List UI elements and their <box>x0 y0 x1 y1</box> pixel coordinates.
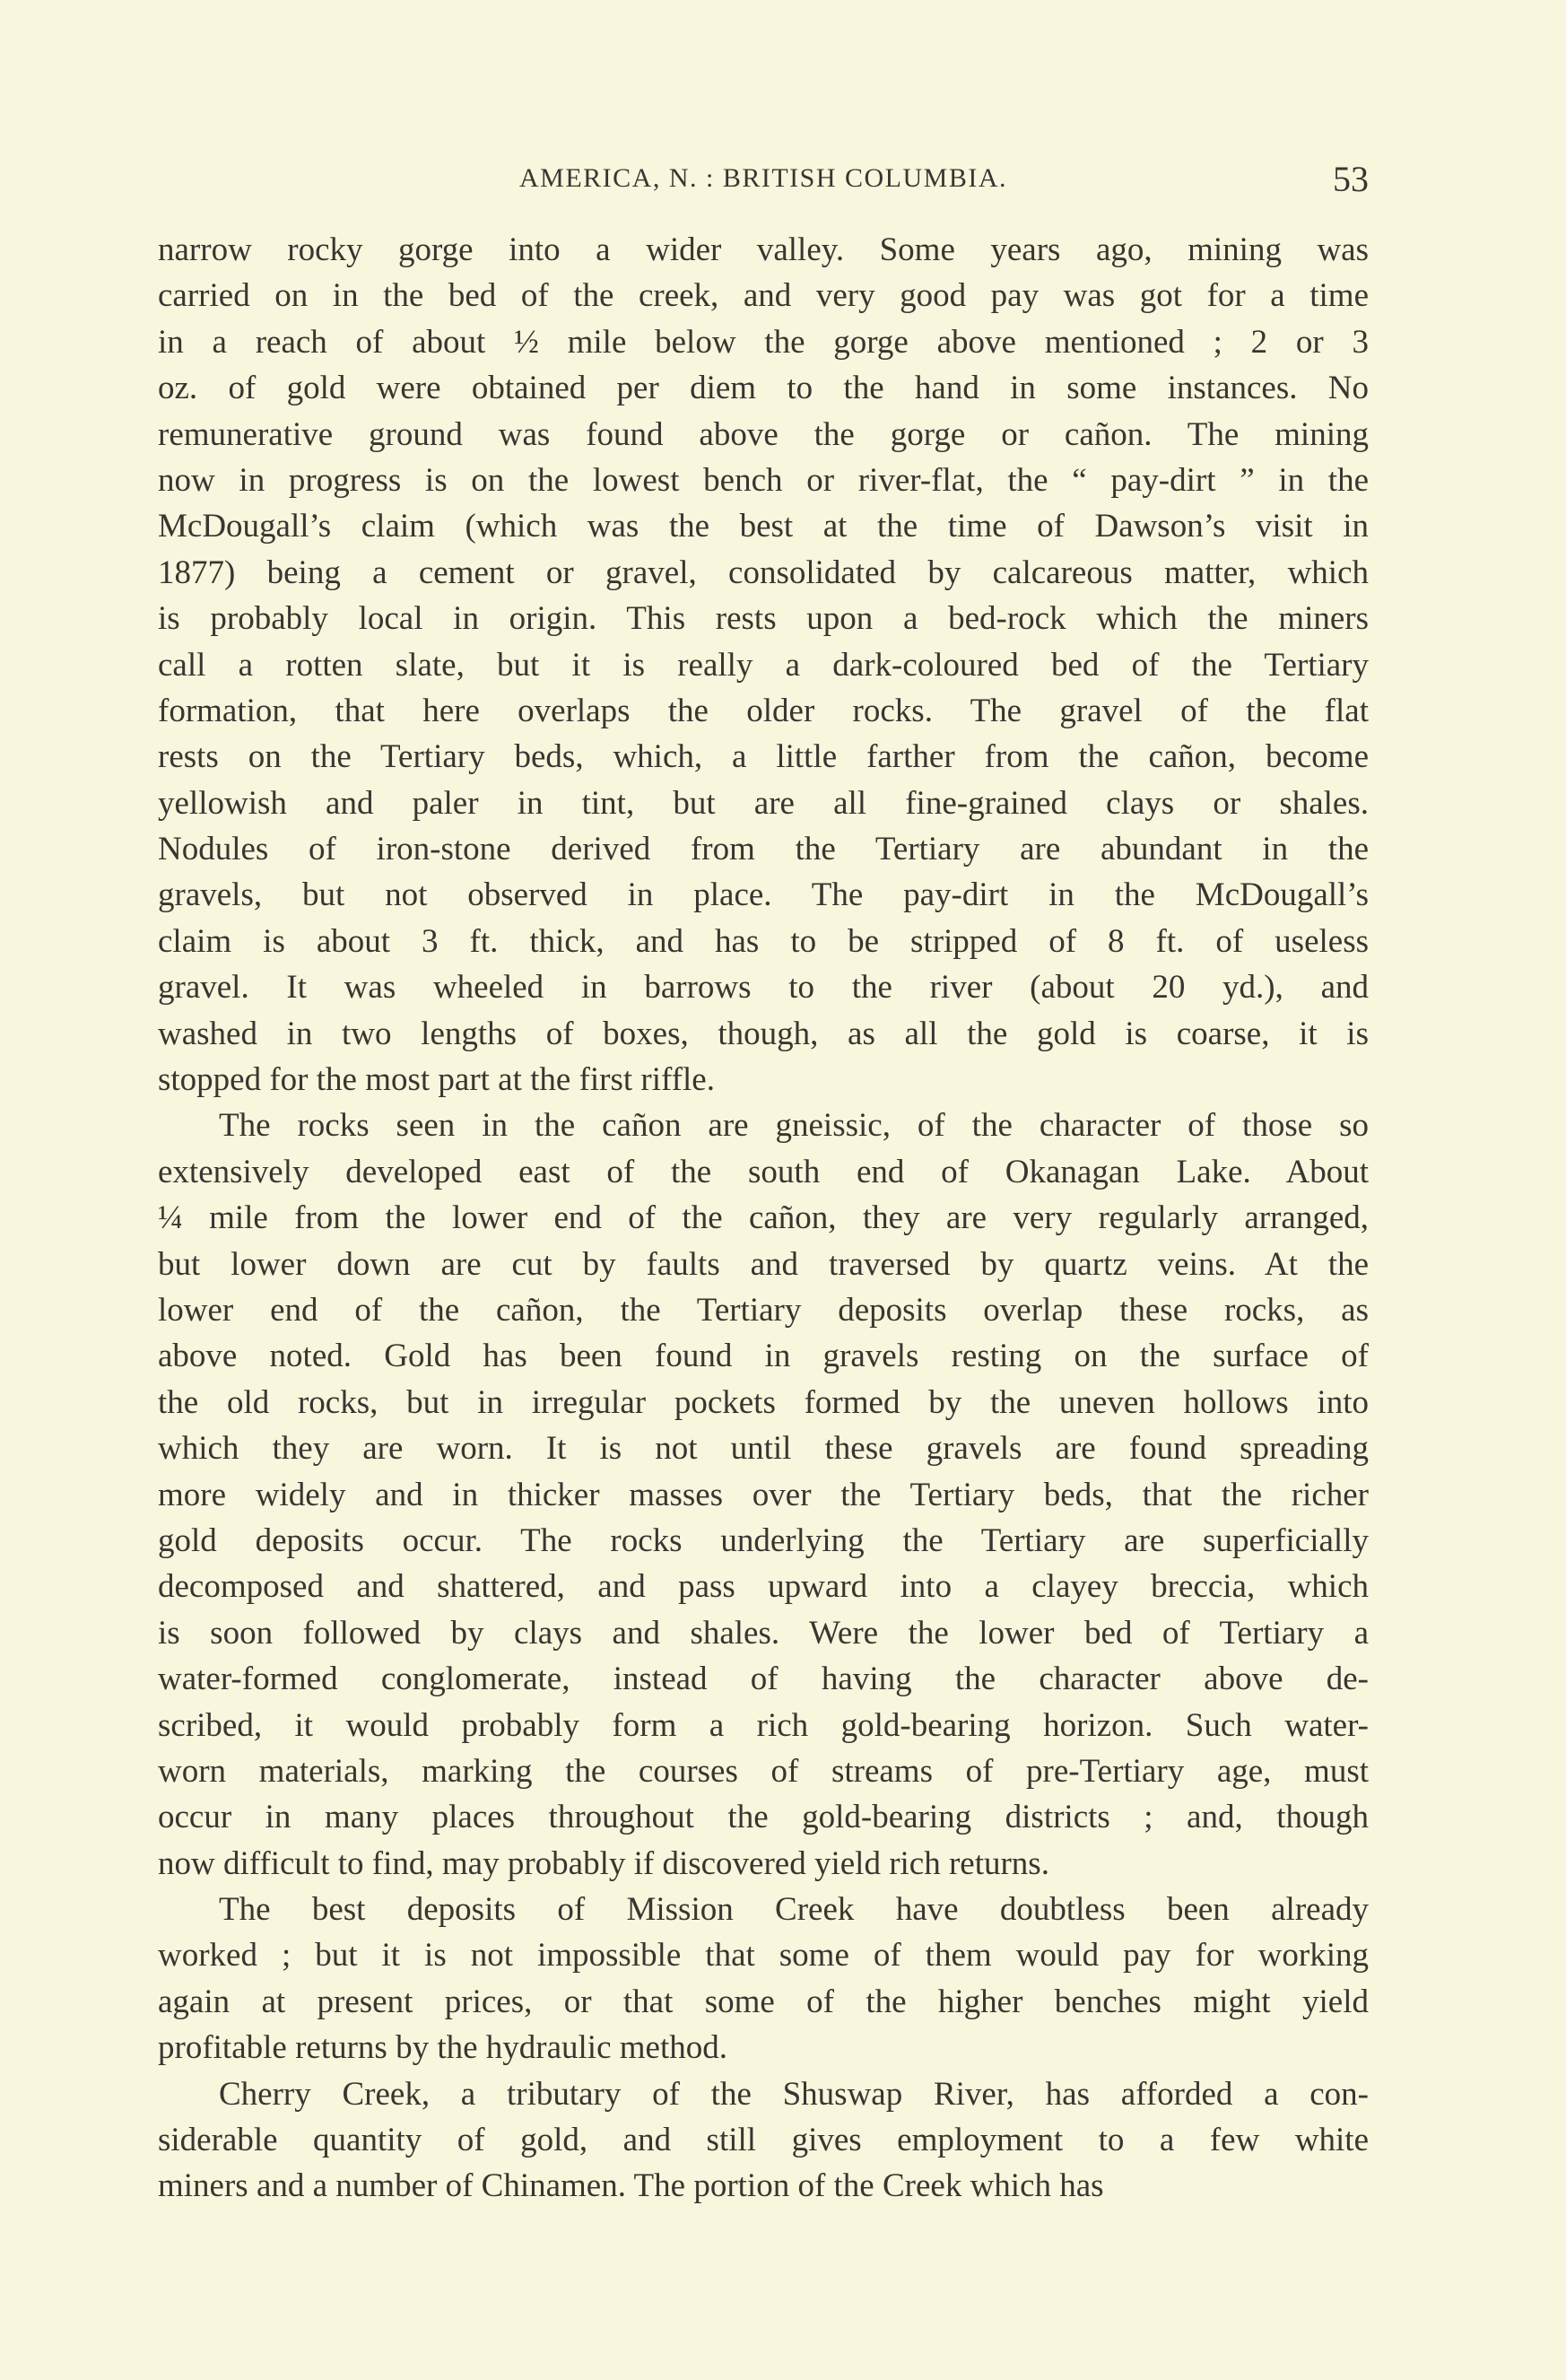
text-line: washed in two lengths of boxes, though, as all the gold is coarse, it is <box>158 1015 1369 1052</box>
text-line: decomposed and shattered, and pass upward into a clayey breccia, which <box>158 1568 1369 1606</box>
text-line: miners and a number of Chinamen. The portion of the Creek which has <box>158 2167 1104 2205</box>
text-line: narrow rocky gorge into a wider valley. Some years ago, mining was <box>158 231 1369 268</box>
text-line: worked ; but it is not impossible that some of them would pay for working <box>158 1937 1369 1975</box>
text-line: now difficult to find, may probably if discovered yield rich returns. <box>158 1844 1049 1882</box>
text-line: remunerative ground was found above the gorge or cañon. The mining <box>158 415 1369 453</box>
paragraph <box>158 1103 1369 1887</box>
text-line: yellowish and paler in tint, but are all fine-grained clays or shales. <box>158 784 1369 822</box>
paragraph <box>158 227 1369 1103</box>
body-text <box>158 227 1369 2210</box>
text-line: 1877) being a cement or gravel, consolidated by calcareous matter, which <box>158 554 1369 591</box>
text-line: now in progress is on the lowest bench or river-flat, the “ pay-dirt ” in the <box>158 461 1369 499</box>
text-line: lower end of the cañon, the Tertiary deposits overlap these rocks, as <box>158 1291 1369 1329</box>
text-line: gravels, but not observed in place. The pay-dirt in the McDougall’s <box>158 876 1369 914</box>
text-line: carried on in the bed of the creek, and very good pay was got for a time <box>158 277 1369 315</box>
text-line: which they are worn. It is not until these gravels are found spreading <box>158 1430 1369 1468</box>
paragraph <box>158 2071 1369 2210</box>
text-line: McDougall’s claim (which was the best at the time of Dawson’s visit in <box>158 508 1369 545</box>
text-line: is probably local in origin. This rests upon a bed-rock which the miners <box>158 600 1369 638</box>
text-line: siderable quantity of gold, and still gives employment to a few white <box>158 2122 1369 2159</box>
text-line: the old rocks, but in irregular pockets formed by the uneven hollows into <box>158 1383 1369 1421</box>
text-line: in a reach of about ½ mile below the gorge above mentioned ; 2 or 3 <box>158 323 1369 361</box>
text-line: Nodules of iron-stone derived from the Tertiary are abundant in the <box>158 831 1369 868</box>
page-header <box>158 158 1369 203</box>
text-line: The best deposits of Mission Creek have doubtless been already <box>219 1891 1369 1929</box>
text-line: gravel. It was wheeled in barrows to the river (about 20 yd.), and <box>158 969 1369 1007</box>
text-line: profitable returns by the hydraulic method. <box>158 2029 727 2067</box>
text-line: The rocks seen in the cañon are gneissic, of the character of those so <box>219 1107 1369 1145</box>
text-line: oz. of gold were obtained per diem to the hand in some instances. No <box>158 370 1369 407</box>
text-line: again at present prices, or that some of the higher benches might yield <box>158 1983 1369 2020</box>
running-title: AMERICA, N. : BRITISH COLUMBIA. <box>518 163 1008 193</box>
text-line: is soon followed by clays and shales. Were the lower bed of Tertiary a <box>158 1614 1369 1652</box>
text-line: rests on the Tertiary beds, which, a little farther from the cañon, become <box>158 738 1369 776</box>
text-line: extensively developed east of the south end of Okanagan Lake. About <box>158 1153 1369 1190</box>
text-line: stopped for the most part at the first riffle. <box>158 1061 715 1099</box>
text-line: occur in many places throughout the gold-bearing districts ; and, though <box>158 1799 1369 1836</box>
page-number: 53 <box>1333 159 1369 199</box>
text-line: water-formed conglomerate, instead of having the character above de- <box>158 1661 1369 1698</box>
text-line: more widely and in thicker masses over the Tertiary beds, that the richer <box>158 1476 1369 1513</box>
text-line: above noted. Gold has been found in gravels resting on the surface of <box>158 1338 1369 1375</box>
text-line: but lower down are cut by faults and traversed by quartz veins. At the <box>158 1245 1369 1283</box>
paragraph <box>158 1887 1369 2071</box>
text-line: claim is about 3 ft. thick, and has to be stripped of 8 ft. of useless <box>158 922 1369 960</box>
text-line: ¼ mile from the lower end of the cañon, they are very regularly arranged, <box>158 1199 1369 1237</box>
text-line: formation, that here overlaps the older rocks. The gravel of the flat <box>158 692 1369 729</box>
text-line: worn materials, marking the courses of streams of pre-Tertiary age, must <box>158 1752 1369 1790</box>
text-line: call a rotten slate, but it is really a dark-coloured bed of the Tertiary <box>158 646 1369 684</box>
text-line: gold deposits occur. The rocks underlying the Tertiary are superficially <box>158 1521 1369 1559</box>
text-line: Cherry Creek, a tributary of the Shuswap River, has afforded a con- <box>219 2075 1369 2113</box>
text-line: scribed, it would probably form a rich gold-bearing horizon. Such water- <box>158 1706 1369 1744</box>
